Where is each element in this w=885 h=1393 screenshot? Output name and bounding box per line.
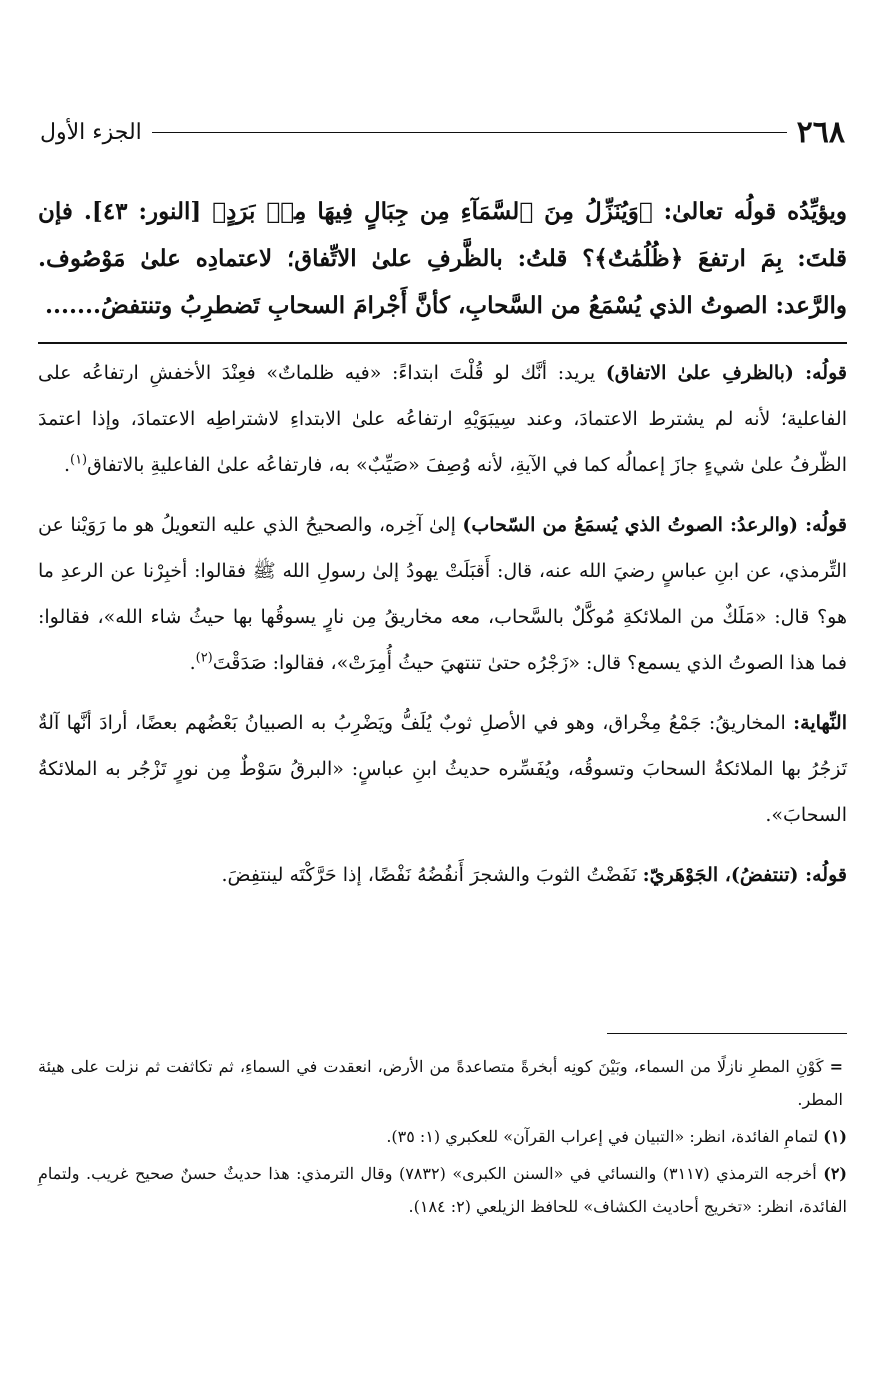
footnote-marker: (١) bbox=[823, 1127, 847, 1146]
commentary-paragraph bbox=[38, 700, 847, 838]
commentary-lead: النِّهاية: bbox=[793, 712, 847, 734]
footnote bbox=[38, 1157, 847, 1223]
commentary-text: يريد: أنَّك لو قُلْتَ ابتداءً: «فيه ظلماتٌ» فعِنْدَ الأخفشِ ارتفاعُه على الفاعلية؛ لأنه لم يشترط الاعتمادَ، وعند سِيبَوَيْهِ ارتفاعُه علىٰ الابتداءِ لاشتراطِه الاعتمادَ، وإذا اعتمدَ الظّرفُ علىٰ شيءٍ جازَ إعمالُه كما في الآيةِ، لأنه وُصِفَ «صَيِّبٌ» به، فارتفاعُه علىٰ الفاعليةِ بالاتفاق bbox=[38, 362, 847, 476]
footnote-marker: = bbox=[829, 1057, 843, 1076]
commentary-lead: قولُه: (بالظرفِ علىٰ الاتفاق) bbox=[605, 362, 847, 384]
main-text-divider bbox=[38, 342, 847, 344]
commentary-paragraph bbox=[38, 502, 847, 686]
page-number: ٢٦٨ bbox=[796, 114, 845, 150]
footnote bbox=[38, 1120, 847, 1153]
commentary-paragraph bbox=[38, 852, 847, 898]
commentary-lead: قولُه: (تنتفضُ)، الجَوْهَريّ: bbox=[642, 864, 847, 886]
header-rule bbox=[152, 132, 787, 133]
commentary-text: إلىٰ آخِره، والصحيحُ الذي عليه التعويلُ هو ما رَوَيْنا عن التِّرمذي، عن ابنِ عباسٍ رضيَ الله عنه، قال: أَقبَلَتْ يهودُ إلىٰ رسولِ الله ﷺ فقالوا: أخبِرْنا عن الرعدِ ما هو؟ قال: «مَلَكٌ من الملائكةِ مُوكَّلٌ بالسَّحاب، معه مخاريقُ مِن نارٍ يسوقُها بها حيثُ شاء الله»، فقالوا: فما هذا الصوتُ الذي يسمع؟ قال: «زَجْرُه حتىٰ تنتهيَ حيثُ أُمِرَتْ»، فقالوا: صَدَقْتَ bbox=[38, 514, 847, 674]
footnote-text: كَوْنِ المطرِ نازلًا من السماء، وبَيْنَ كونِه أبخرةً متصاعدةً من الأرض، انعقدت في السماءِ، ثم تكاثفت ثم نزلت على هيئة المطر. bbox=[38, 1057, 843, 1109]
main-text-paragraph: ويؤيِّدُه قولُه تعالىٰ: ﴿وَيُنَزِّلُ مِنَ ٱلسَّمَآءِ مِن جِبَالٍ فِيهَا مِنۢ بَرَدٍ﴾ [النور: ٤٣]. فإن قلتَ: بِمَ ارتفعَ ﴿ظُلُمَٰتٌ﴾؟ قلتُ: بالظَّرفِ علىٰ الاتِّفاق؛ لاعتمادِه علىٰ مَوْصُوف. والرَّعد: الصوتُ الذي يُسْمَعُ من السَّحابِ، كأنَّ أَجْرامَ السحابِ تَضطرِبُ وتنتفضُ....... bbox=[38, 198, 847, 319]
commentary-text: المخاريقُ: جَمْعُ مِخْراق، وهو في الأصلِ ثوبٌ يُلَفُّ ويَضْرِبُ به الصبيانُ بَعْضُهم بعضًا، أرادَ أنَّها آلةٌ تَزجُرُ بها الملائكةُ السحابَ وتسوقُه، ويُفَسِّره حديثُ ابنِ عباسٍ: «البرقُ سَوْطٌ مِن نورٍ تَزْجُر به الملائكةُ السحابَ». bbox=[38, 712, 847, 826]
main-text bbox=[38, 188, 847, 329]
part-label: الجزء الأول bbox=[40, 119, 142, 145]
commentary-paragraph bbox=[38, 350, 847, 488]
footnote-continued bbox=[38, 1050, 847, 1116]
commentary-text: نَفَضْتُ الثوبَ والشجرَ أَنفُضُهُ نَفْضًا، إذا حَرَّكْتَه لينتفِضَ. bbox=[221, 864, 643, 886]
commentary-lead: قولُه: (والرعدُ: الصوتُ الذي يُسمَعُ من السّحاب) bbox=[462, 514, 848, 536]
commentary-tail: . bbox=[189, 652, 196, 674]
running-header bbox=[40, 112, 845, 152]
footnote-text: أخرجه الترمذي (٣١١٧) والنسائي في «السنن الكبرى» (٧٨٣٢) وقال الترمذي: هذا حديثٌ حسنٌ صحيح غريب. ولتمامِ الفائدة، انظر: «تخريج أحاديث الكشاف» للحافظ الزيلعي (٢: ١٨٤). bbox=[38, 1164, 847, 1216]
commentary bbox=[38, 350, 847, 912]
footnote-text: لتمامِ الفائدة، انظر: «التبيان في إعراب القرآن» للعكبري (١: ٣٥). bbox=[386, 1127, 824, 1146]
commentary-tail: . bbox=[63, 454, 70, 476]
footnote-marker: (٢) bbox=[823, 1164, 847, 1183]
footnote-ref: (٢) bbox=[195, 650, 213, 666]
footnote-ref: (١) bbox=[69, 452, 88, 468]
footnotes bbox=[38, 1050, 847, 1227]
footnote-divider bbox=[607, 1033, 847, 1034]
